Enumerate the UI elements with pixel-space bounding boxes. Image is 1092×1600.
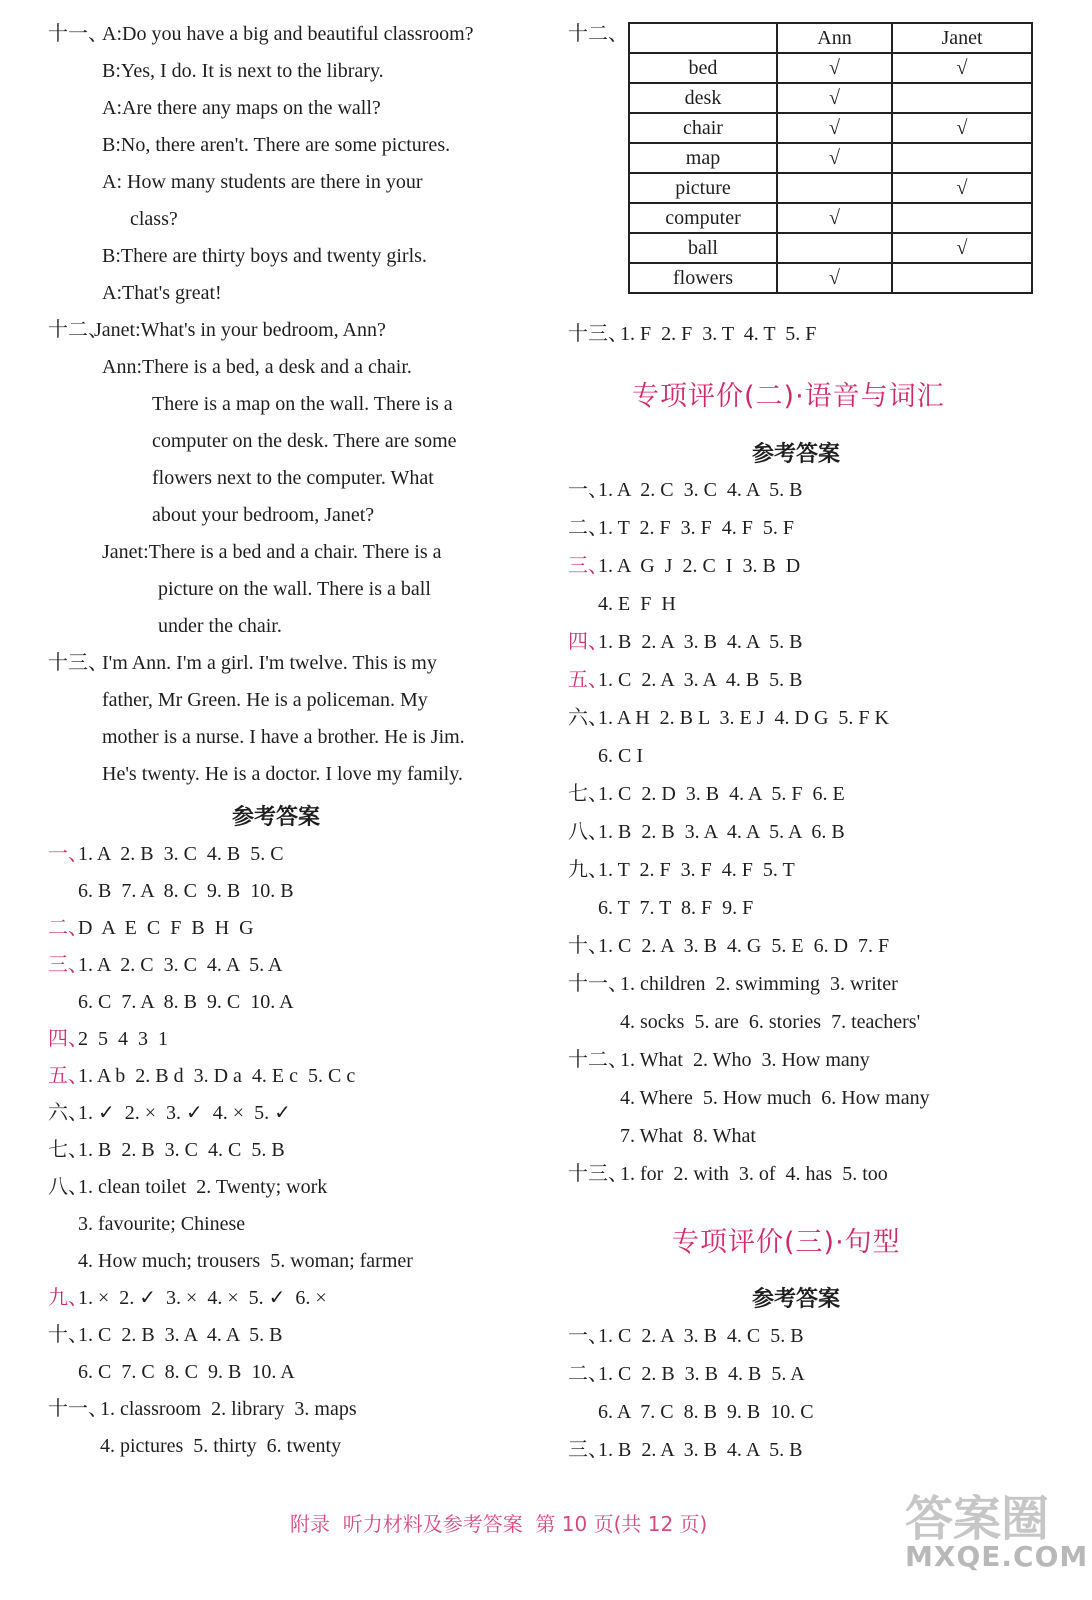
answer-num: 十、 (568, 935, 608, 957)
table-row (629, 203, 1032, 233)
answer-text: 1. A b 2. B d 3. D a 4. E c 5. C c (78, 1065, 356, 1087)
watermark-url: MXQE.COM (905, 1540, 1089, 1573)
sec12-line: flowers next to the computer. What (152, 467, 434, 489)
answer-num: 七、 (568, 783, 608, 805)
table-cell: chair (629, 113, 777, 143)
sec12-line: Janet:What's in your bedroom, Ann? (94, 319, 386, 341)
table-cell (892, 203, 1032, 233)
table-cell: √ (777, 53, 892, 83)
answer-text: 4. pictures 5. thirty 6. twenty (100, 1435, 342, 1457)
sec12-line: computer on the desk. There are some (152, 430, 457, 452)
answer-num: 四、 (48, 1028, 88, 1050)
table-cell: √ (777, 143, 892, 173)
answer-num: 一、 (568, 1325, 608, 1347)
answer-num: 七、 (48, 1139, 88, 1161)
answer-text: 6. C 7. C 8. C 9. B 10. A (78, 1361, 295, 1383)
answer-text: 1. C 2. A 3. B 4. C 5. B (598, 1325, 804, 1347)
answers-heading-2: 参考答案 (752, 442, 841, 467)
answer-num: 九、 (48, 1287, 88, 1309)
table-row (629, 113, 1032, 143)
answer-text: 2 5 4 3 1 (78, 1028, 168, 1050)
answer-num: 二、 (568, 1363, 608, 1385)
answer-num: 二、 (48, 917, 88, 939)
answer-text: 1. C 2. A 3. A 4. B 5. B (598, 669, 803, 691)
answer-num: 三、 (568, 555, 608, 577)
sec13-right-text: 1. F 2. F 3. T 4. T 5. F (620, 323, 817, 345)
answer-table (628, 22, 1033, 294)
answer-num: 十三、 (568, 1163, 628, 1185)
answer-num: 二、 (568, 517, 608, 539)
sec12-line: under the chair. (158, 615, 282, 637)
answer-text: 4. How much; trousers 5. woman; farmer (78, 1250, 413, 1272)
sec12-line: Ann:There is a bed, a desk and a chair. (102, 356, 412, 378)
answer-text: 1. T 2. F 3. F 4. F 5. T (598, 859, 795, 881)
table-header-cell (629, 23, 777, 53)
section-heading-3: 专项评价(三)·句型 (672, 1227, 901, 1258)
answer-num: 五、 (568, 669, 608, 691)
table-row (629, 83, 1032, 113)
sec11-num: 十一、 (48, 23, 108, 45)
table-cell: computer (629, 203, 777, 233)
table-cell: √ (892, 233, 1032, 263)
table-row (629, 233, 1032, 263)
sec13-line: He's twenty. He is a doctor. I love my family. (102, 763, 463, 785)
sec12-line: Janet:There is a bed and a chair. There is a (102, 541, 442, 563)
sec13-right-num: 十三、 (568, 323, 628, 345)
answer-text: 1. classroom 2. library 3. maps (100, 1398, 357, 1420)
answer-text: 1. A H 2. B L 3. E J 4. D G 5. F K (598, 707, 889, 729)
answer-num: 十二、 (568, 1049, 628, 1071)
answer-text: 1. A 2. B 3. C 4. B 5. C (78, 843, 284, 865)
answer-text: 4. Where 5. How much 6. How many (620, 1087, 930, 1109)
answer-text: 1. A G J 2. C I 3. B D (598, 555, 801, 577)
answer-num: 六、 (48, 1102, 88, 1124)
table-row (629, 263, 1032, 293)
answer-text: 1. × 2. ✓ 3. × 4. × 5. ✓ 6. × (78, 1287, 327, 1309)
table-header-cell: Janet (892, 23, 1032, 53)
table-cell: map (629, 143, 777, 173)
answer-text: 1. B 2. A 3. B 4. A 5. B (598, 631, 803, 653)
answer-num: 三、 (48, 954, 88, 976)
sec11-line: B:No, there aren't. There are some pictures. (102, 134, 451, 156)
table-cell: desk (629, 83, 777, 113)
answer-text: 6. C I (598, 745, 643, 767)
answer-text: 6. C 7. A 8. B 9. C 10. A (78, 991, 294, 1013)
table-cell (892, 83, 1032, 113)
answers-heading-left: 参考答案 (232, 805, 321, 830)
table-cell: √ (777, 113, 892, 143)
table-header-row (629, 23, 1032, 53)
answer-text: 1. B 2. B 3. C 4. C 5. B (78, 1139, 285, 1161)
page-footer: 附录 听力材料及参考答案 第 10 页(共 12 页) (290, 1512, 708, 1536)
section-heading-2: 专项评价(二)·语音与词汇 (632, 381, 945, 412)
table-cell (777, 233, 892, 263)
answer-text: 1. C 2. B 3. B 4. B 5. A (598, 1363, 805, 1385)
answer-text: 4. E F H (598, 593, 676, 615)
sec12-num: 十二、 (48, 319, 108, 341)
table-header-cell: Ann (777, 23, 892, 53)
answer-text: 3. favourite; Chinese (78, 1213, 246, 1235)
sec13-line: mother is a nurse. I have a brother. He is Jim. (102, 726, 465, 748)
table-cell: √ (777, 83, 892, 113)
answer-text: 6. T 7. T 8. F 9. F (598, 897, 754, 919)
sec11-line: A:Are there any maps on the wall? (102, 97, 381, 119)
answer-text: 1. children 2. swimming 3. writer (620, 973, 898, 995)
answers-heading-3: 参考答案 (752, 1287, 841, 1312)
answer-num: 一、 (48, 843, 88, 865)
answer-text: 1. B 2. A 3. B 4. A 5. B (598, 1439, 803, 1461)
answer-text: 1. T 2. F 3. F 4. F 5. F (598, 517, 794, 539)
answer-text: 1. C 2. D 3. B 4. A 5. F 6. E (598, 783, 845, 805)
answer-num: 十一、 (48, 1398, 108, 1420)
table-cell: √ (777, 203, 892, 233)
table-cell: picture (629, 173, 777, 203)
answer-num: 六、 (568, 707, 608, 729)
answer-text: 1. A 2. C 3. C 4. A 5. B (598, 479, 803, 501)
sec11-line: class? (130, 208, 178, 230)
table-cell: flowers (629, 263, 777, 293)
sec13-line: father, Mr Green. He is a policeman. My (102, 689, 428, 711)
answer-text: 1. A 2. C 3. C 4. A 5. A (78, 954, 283, 976)
table-row (629, 143, 1032, 173)
sec12-line: picture on the wall. There is a ball (158, 578, 431, 600)
answer-text: 1. clean toilet 2. Twenty; work (78, 1176, 328, 1198)
sec11-line: B:There are thirty boys and twenty girls. (102, 245, 427, 267)
answer-text: 1. B 2. B 3. A 4. A 5. A 6. B (598, 821, 845, 843)
answer-num: 四、 (568, 631, 608, 653)
table-cell (892, 143, 1032, 173)
table-cell (892, 263, 1032, 293)
answer-num: 十一、 (568, 973, 628, 995)
table-cell: √ (892, 113, 1032, 143)
answer-text: D A E C F B H G (78, 917, 254, 939)
answer-text: 1. What 2. Who 3. How many (620, 1049, 870, 1071)
table-cell: √ (892, 53, 1032, 83)
table-cell: √ (777, 263, 892, 293)
table-row (629, 173, 1032, 203)
sec11-line: A:Do you have a big and beautiful classroom? (102, 23, 474, 45)
sec11-line: B:Yes, I do. It is next to the library. (102, 60, 384, 82)
answer-num: 八、 (48, 1176, 88, 1198)
answer-text: 4. socks 5. are 6. stories 7. teachers' (620, 1011, 921, 1033)
table-cell: bed (629, 53, 777, 83)
answer-text: 6. B 7. A 8. C 9. B 10. B (78, 880, 294, 902)
table-row (629, 53, 1032, 83)
answer-num: 八、 (568, 821, 608, 843)
answer-num: 十、 (48, 1324, 88, 1346)
answer-num: 一、 (568, 479, 608, 501)
table-num: 十二、 (568, 23, 628, 45)
sec13-line: I'm Ann. I'm a girl. I'm twelve. This is my (102, 652, 437, 674)
answer-num: 五、 (48, 1065, 88, 1087)
table-cell: √ (892, 173, 1032, 203)
answer-text: 1. ✓ 2. × 3. ✓ 4. × 5. ✓ (78, 1102, 291, 1124)
answer-text: 1. for 2. with 3. of 4. has 5. too (620, 1163, 888, 1185)
answer-text: 1. C 2. A 3. B 4. G 5. E 6. D 7. F (598, 935, 890, 957)
answer-text: 7. What 8. What (620, 1125, 756, 1147)
sec11-line: A:That's great! (102, 282, 222, 304)
answer-text: 6. A 7. C 8. B 9. B 10. C (598, 1401, 814, 1423)
sec11-line: A: How many students are there in your (102, 171, 423, 193)
sec13-num: 十三、 (48, 652, 108, 674)
sec12-line: There is a map on the wall. There is a (152, 393, 453, 415)
sec12-line: about your bedroom, Janet? (152, 504, 375, 526)
answer-num: 三、 (568, 1439, 608, 1461)
answer-text: 1. C 2. B 3. A 4. A 5. B (78, 1324, 283, 1346)
answer-num: 九、 (568, 859, 608, 881)
watermark-logo: 答案圈 (905, 1491, 1050, 1547)
table-cell (777, 173, 892, 203)
table-cell: ball (629, 233, 777, 263)
